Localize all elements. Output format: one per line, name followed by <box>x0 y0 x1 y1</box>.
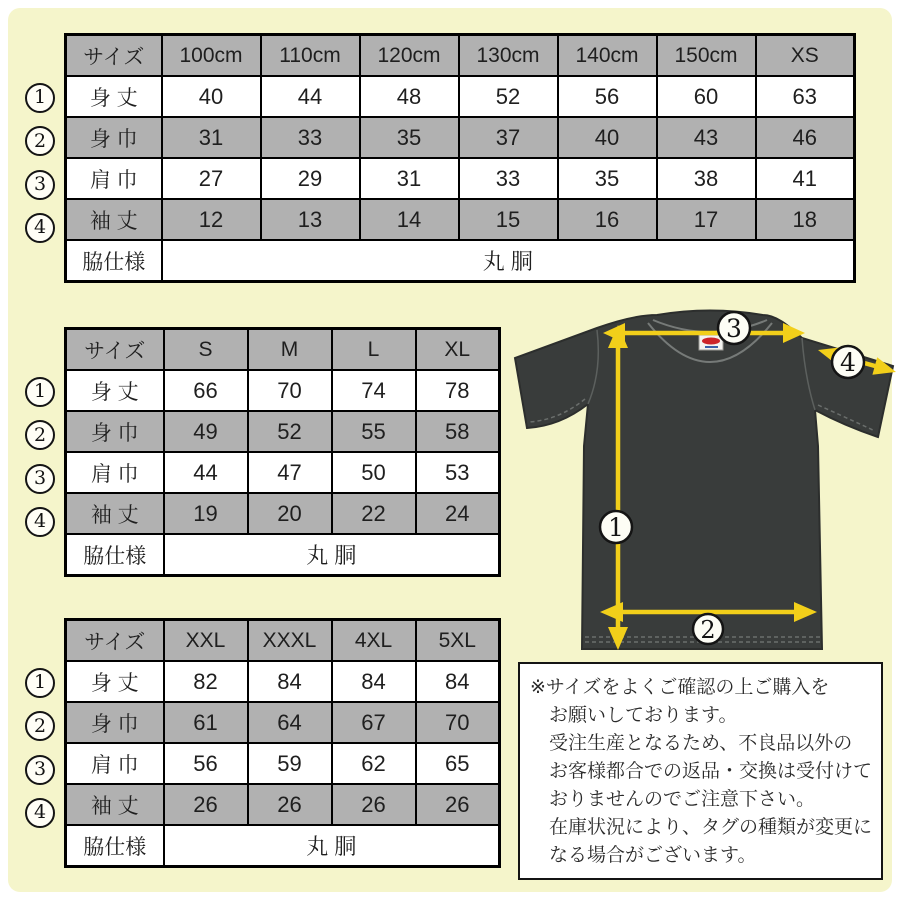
measurement-value: 17 <box>657 199 756 240</box>
measurement-value: 67 <box>332 702 416 743</box>
measurement-value: 56 <box>164 743 248 784</box>
measurement-row <box>66 784 500 825</box>
measurement-value: 49 <box>164 411 248 452</box>
measurement-value: 33 <box>459 158 558 199</box>
size-column-header: M <box>248 329 332 371</box>
tshirt-diagram <box>505 306 900 658</box>
measurement-value: 26 <box>164 784 248 825</box>
measurement-value: 56 <box>558 76 657 117</box>
measurement-row <box>66 370 500 411</box>
measurement-value: 55 <box>332 411 416 452</box>
row-marker-2: 2 <box>25 711 55 741</box>
measurement-value: 47 <box>248 452 332 493</box>
measurement-value: 84 <box>416 661 500 702</box>
diagram-marker-1-label: 1 <box>608 513 624 542</box>
size-column-header: 100cm <box>162 35 261 77</box>
measurement-value: 38 <box>657 158 756 199</box>
size-column-header: XXL <box>164 620 248 662</box>
size-column-header: 4XL <box>332 620 416 662</box>
measurement-value: 58 <box>416 411 500 452</box>
measurement-row <box>66 199 855 240</box>
note-line: なる場合がございます。 <box>549 845 757 866</box>
measurement-value: 33 <box>261 117 360 158</box>
measurement-value: 31 <box>360 158 459 199</box>
measurement-value: 44 <box>261 76 360 117</box>
row-marker-1: 1 <box>25 668 55 698</box>
measurement-label: 肩 巾 <box>66 158 162 199</box>
measurement-value: 84 <box>332 661 416 702</box>
size-column-header: 140cm <box>558 35 657 77</box>
footer-row <box>66 534 500 576</box>
side-spec-value: 丸 胴 <box>164 825 500 867</box>
diagram-marker-4 <box>832 346 864 378</box>
footer-row <box>66 825 500 867</box>
row-marker-2: 2 <box>25 126 55 156</box>
measurement-value: 19 <box>164 493 248 534</box>
row-marker-4: 4 <box>25 213 55 243</box>
size-table-adult <box>64 327 501 577</box>
row-marker-4: 4 <box>25 507 55 537</box>
size-header-label: サイズ <box>66 620 164 662</box>
note-line: おりませんのでご注意下さい。 <box>549 789 816 810</box>
measurement-value: 16 <box>558 199 657 240</box>
measurement-value: 60 <box>657 76 756 117</box>
measurement-label: 袖 丈 <box>66 199 162 240</box>
measurement-value: 20 <box>248 493 332 534</box>
measurement-row <box>66 411 500 452</box>
size-column-header: 5XL <box>416 620 500 662</box>
size-column-header: XS <box>756 35 855 77</box>
diagram-marker-1 <box>600 511 632 543</box>
diagram-marker-2 <box>693 614 723 644</box>
brand-tag-icon <box>699 335 723 350</box>
size-column-header: XXXL <box>248 620 332 662</box>
measurement-value: 37 <box>459 117 558 158</box>
size-column-header: 110cm <box>261 35 360 77</box>
side-spec-label: 脇仕様 <box>66 534 164 576</box>
diagram-marker-4-label: 4 <box>840 348 856 377</box>
measurement-value: 40 <box>558 117 657 158</box>
size-column-header: 150cm <box>657 35 756 77</box>
measurement-value: 46 <box>756 117 855 158</box>
row-marker-2: 2 <box>25 420 55 450</box>
size-column-header: L <box>332 329 416 371</box>
measurement-row <box>66 452 500 493</box>
measurement-value: 62 <box>332 743 416 784</box>
header-row <box>66 620 500 662</box>
size-table-kids <box>64 33 856 283</box>
measurement-label: 袖 丈 <box>66 784 164 825</box>
note-line: 受注生産となるため、不良品以外の <box>549 733 853 754</box>
measurement-label: 肩 巾 <box>66 743 164 784</box>
measurement-value: 43 <box>657 117 756 158</box>
diagram-marker-3-label: 3 <box>726 314 742 343</box>
measurement-value: 66 <box>164 370 248 411</box>
measurement-label: 袖 丈 <box>66 493 164 534</box>
measurement-value: 53 <box>416 452 500 493</box>
size-column-header: 120cm <box>360 35 459 77</box>
measurement-value: 26 <box>248 784 332 825</box>
measurement-label: 身 巾 <box>66 411 164 452</box>
measurement-value: 59 <box>248 743 332 784</box>
row-marker-3: 3 <box>25 755 55 785</box>
measurement-value: 70 <box>416 702 500 743</box>
note-line: お客様都合での返品・交換は受付けて <box>549 761 873 782</box>
measurement-value: 24 <box>416 493 500 534</box>
header-row <box>66 35 855 77</box>
measurement-value: 26 <box>332 784 416 825</box>
side-spec-value: 丸 胴 <box>164 534 500 576</box>
row-marker-1: 1 <box>25 83 55 113</box>
measurement-value: 50 <box>332 452 416 493</box>
size-header-label: サイズ <box>66 329 164 371</box>
measurement-value: 48 <box>360 76 459 117</box>
measurement-value: 41 <box>756 158 855 199</box>
measurement-value: 22 <box>332 493 416 534</box>
size-column-header: 130cm <box>459 35 558 77</box>
size-header-label: サイズ <box>66 35 162 77</box>
size-column-header: S <box>164 329 248 371</box>
size-table-big <box>64 618 501 868</box>
measurement-value: 27 <box>162 158 261 199</box>
note-line: お願いしております。 <box>549 705 738 726</box>
measurement-value: 78 <box>416 370 500 411</box>
note-line: ※サイズをよくご確認の上ご購入を <box>530 677 830 698</box>
measurement-value: 52 <box>459 76 558 117</box>
measurement-row <box>66 661 500 702</box>
side-spec-label: 脇仕様 <box>66 825 164 867</box>
measurement-row <box>66 493 500 534</box>
diagram-marker-2-label: 2 <box>700 616 716 644</box>
measurement-value: 82 <box>164 661 248 702</box>
measurement-value: 13 <box>261 199 360 240</box>
measurement-value: 52 <box>248 411 332 452</box>
measurement-value: 15 <box>459 199 558 240</box>
row-marker-3: 3 <box>25 170 55 200</box>
measurement-row <box>66 117 855 158</box>
row-marker-4: 4 <box>25 798 55 828</box>
size-column-header: XL <box>416 329 500 371</box>
measurement-value: 65 <box>416 743 500 784</box>
measurement-row <box>66 743 500 784</box>
measurement-value: 44 <box>164 452 248 493</box>
measurement-value: 35 <box>360 117 459 158</box>
measurement-label: 身 丈 <box>66 76 162 117</box>
measurement-row <box>66 76 855 117</box>
footer-row <box>66 240 855 282</box>
measurement-value: 29 <box>261 158 360 199</box>
measurement-value: 40 <box>162 76 261 117</box>
measurement-label: 身 丈 <box>66 370 164 411</box>
measurement-value: 70 <box>248 370 332 411</box>
diagram-marker-3 <box>718 312 750 344</box>
measurement-row <box>66 158 855 199</box>
measurement-row <box>66 702 500 743</box>
row-marker-1: 1 <box>25 377 55 407</box>
note-box <box>518 662 883 880</box>
side-spec-label: 脇仕様 <box>66 240 162 282</box>
measurement-label: 身 巾 <box>66 702 164 743</box>
measurement-value: 31 <box>162 117 261 158</box>
measurement-value: 64 <box>248 702 332 743</box>
measurement-value: 12 <box>162 199 261 240</box>
measurement-value: 35 <box>558 158 657 199</box>
measurement-value: 14 <box>360 199 459 240</box>
measurement-label: 身 巾 <box>66 117 162 158</box>
row-marker-3: 3 <box>25 464 55 494</box>
measurement-label: 肩 巾 <box>66 452 164 493</box>
measurement-value: 84 <box>248 661 332 702</box>
measurement-value: 18 <box>756 199 855 240</box>
side-spec-value: 丸 胴 <box>162 240 855 282</box>
header-row <box>66 329 500 371</box>
measurement-value: 63 <box>756 76 855 117</box>
measurement-value: 61 <box>164 702 248 743</box>
note-line: 在庫状況により、タグの種類が変更に <box>549 817 873 838</box>
measurement-label: 身 丈 <box>66 661 164 702</box>
measurement-value: 26 <box>416 784 500 825</box>
measurement-value: 74 <box>332 370 416 411</box>
